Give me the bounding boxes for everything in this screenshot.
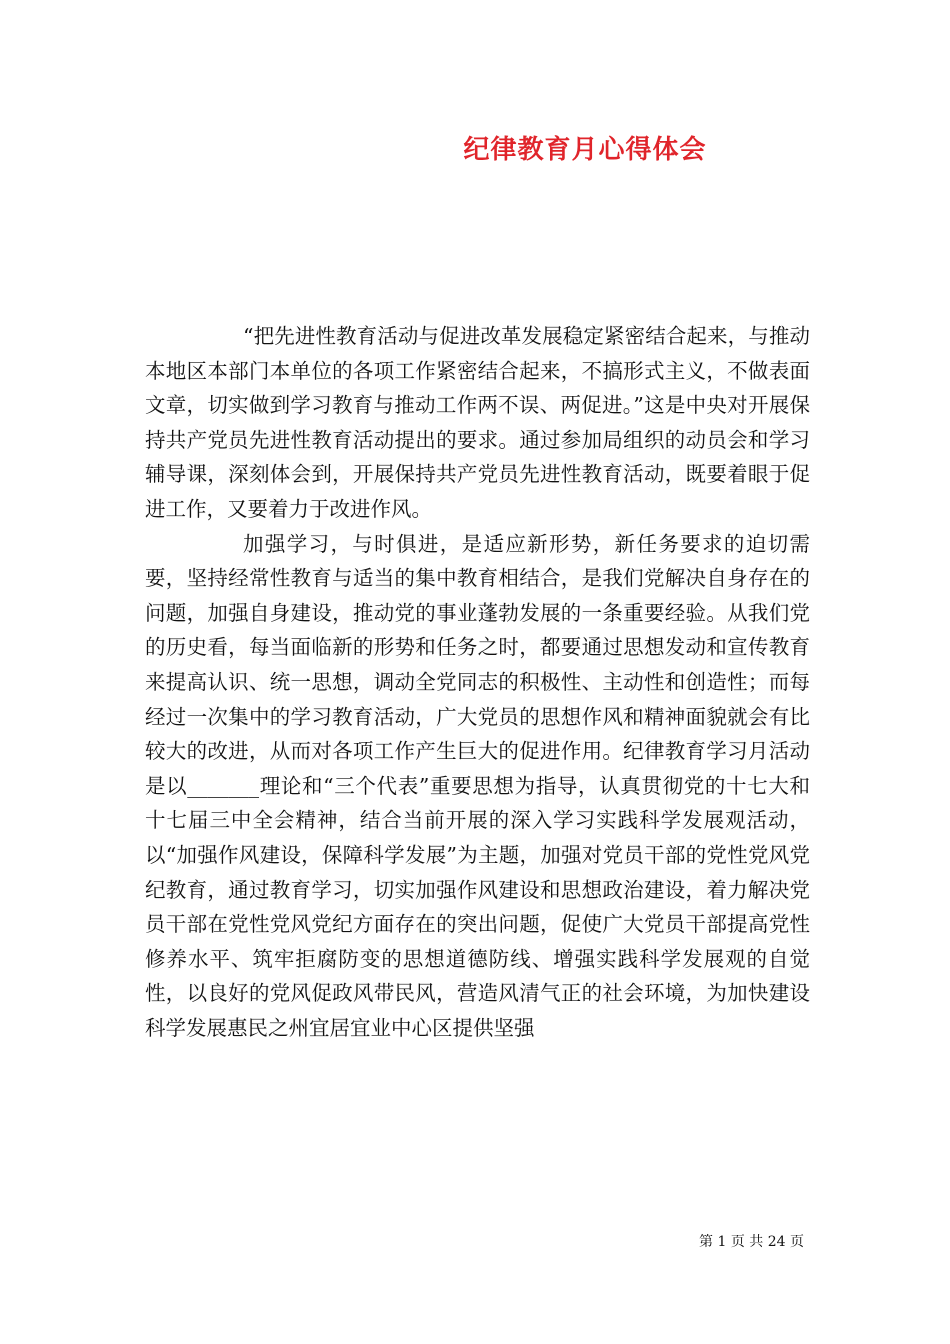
paragraph-1: “把先进性教育活动与促进改革发展稳定紧密结合起来，与推动本地区本部门本单位的各项工作紧密结合起来，不搞形式主义，不做表面文章，切实做到学习教育与推动工作两不误、两促进。”这是中央对开展保持共产党员先进性教育活动提出的要求。通过参加局组织的动员会和学习辅导课，深刻体会到，开展保持共产党员先进性教育活动，既要着眼于促进工作，又要着力于改进作风。 xyxy=(145,324,810,521)
page-number-footer: 第 1 页 共 24 页 xyxy=(699,1234,804,1250)
document-title: 纪律教育月心得体会 xyxy=(463,135,707,165)
document-body xyxy=(145,319,810,1045)
paragraph-2: 加强学习，与时俱进，是适应新形势，新任务要求的迫切需要，坚持经常性教育与适当的集中教育相结合，是我们党解决自身存在的问题，加强自身建设，推动党的事业蓬勃发展的一条重要经验。从我们党的历史看，每当面临新的形势和任务之时，都要通过思想发动和宣传教育来提高认识、统一思想，调动全党同志的积极性、主动性和创造性；而每经过一次集中的学习教育活动，广大党员的思想作风和精神面貌就会有比较大的改进，从而对各项工作产生巨大的促进作用。纪律教育学习月活动是以_______理论和“三个代表”重要思想为指导，认真贯彻党的十七大和十七届三中全会精神，结合当前开展的深入学习实践科学发展观活动，以“加强作风建设，保障科学发展”为主题，加强对党员干部的党性党风党纪教育，通过教育学习，切实加强作风建设和思想政治建设，着力解决党员干部在党性党风党纪方面存在的突出问题，促使广大党员干部提高党性修养水平、筑牢拒腐防变的思想道德防线、增强实践科学发展观的自觉性，以良好的党风促政风带民风，营造风清气正的社会环境，为加快建设科学发展惠民之州宜居宜业中心区提供坚强 xyxy=(145,531,810,1040)
